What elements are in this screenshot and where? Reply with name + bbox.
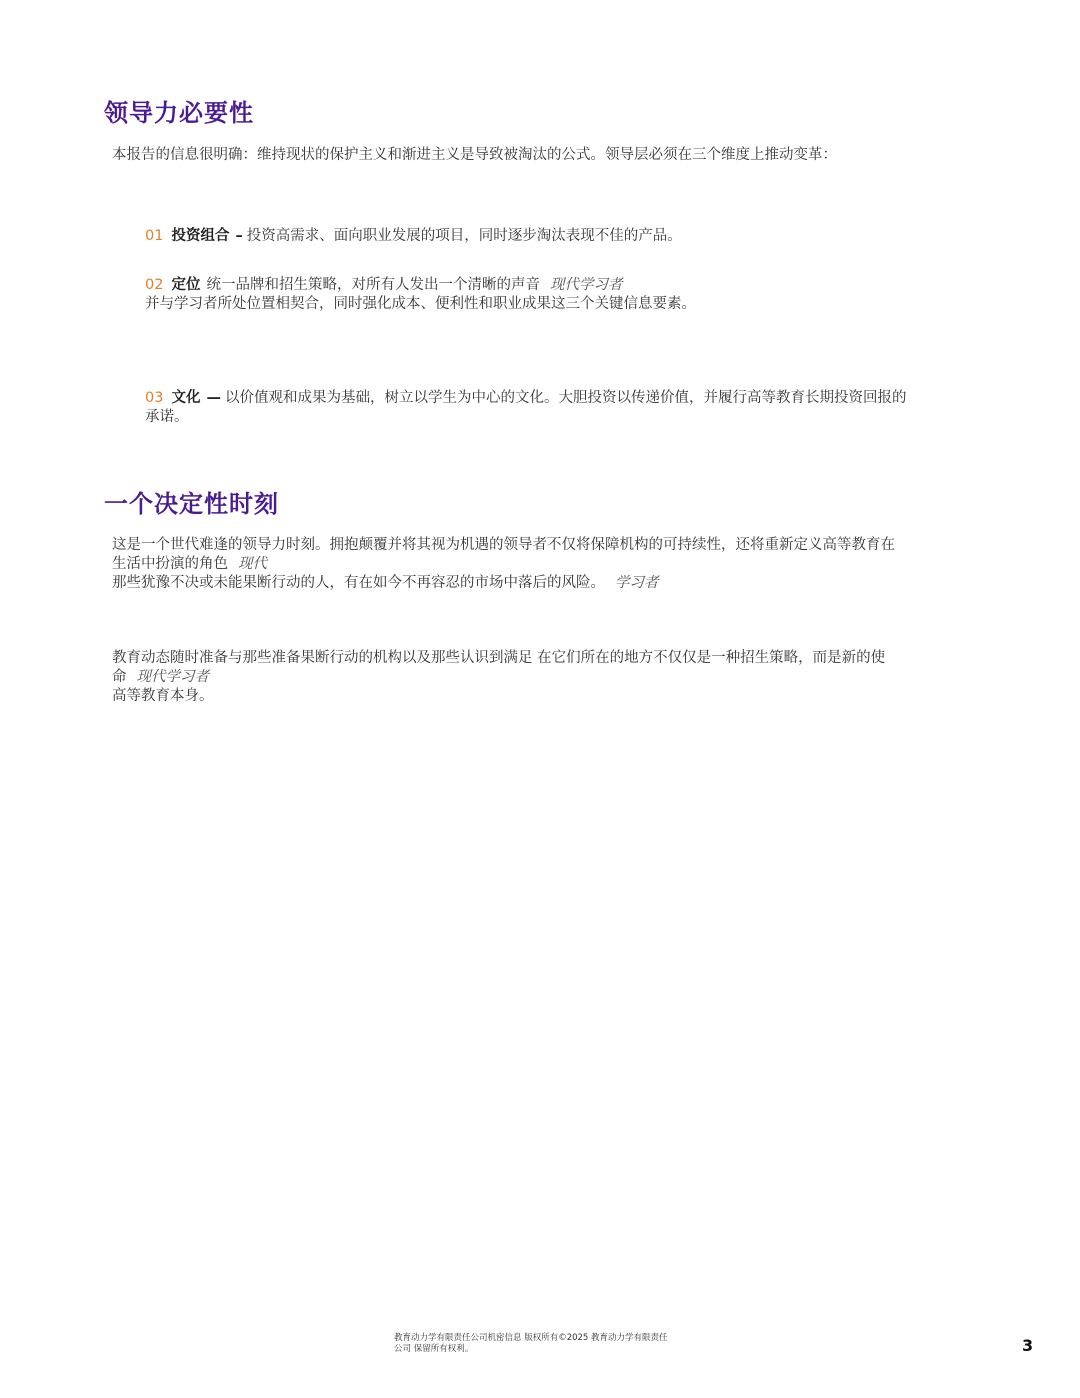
italic-term: 学习者 (615, 575, 659, 591)
paragraph-decisive-moment (112, 536, 982, 593)
footer-line: 教育动力学有限责任公司机密信息 版权所有©2025 教育动力学有限责任 (394, 1333, 668, 1343)
intro-paragraph: 本报告的信息很明确：维持现状的保护主义和渐进主义是导致被淘汰的公式。领导层必须在三个维度上推动变革： (112, 147, 837, 163)
paragraph-education-dynamics (112, 649, 982, 706)
item-text-line2: 并与学习者所处位置相契合，同时强化成本、便利性和职业成果这三个关键信息要素。 (145, 296, 696, 312)
paragraph-line: 命 (112, 669, 127, 685)
list-item-positioning (145, 276, 985, 314)
item-italic-term: 现代学习者 (549, 277, 623, 293)
paragraph-line: 这是一个世代难逢的领导力时刻。拥抱颠覆并将其视为机遇的领导者不仅将保障机构的可持续性，还将重新定义高等教育在 (112, 537, 895, 553)
item-text-line1: 以价值观和成果为基础，树立以学生为中心的文化。大胆投资以传递价值，并履行高等教育长期投资回报的 (224, 390, 907, 406)
list-item-portfolio (145, 227, 985, 246)
italic-term: 现代 (238, 556, 267, 572)
section-heading-decisive-moment: 一个决定性时刻 (104, 490, 279, 518)
item-dash: – (235, 228, 243, 244)
item-term: 投资组合 (171, 228, 230, 244)
item-term: 文化 (171, 390, 201, 406)
paragraph-line: 那些犹豫不决或未能果断行动的人，有在如今不再容忍的市场中落后的风险。 (112, 575, 605, 591)
page-number: 3 (1022, 1336, 1034, 1355)
italic-term: 现代学习者 (136, 669, 209, 685)
footer-line: 公司 保留所有权利。 (394, 1344, 474, 1354)
footer-copyright (394, 1333, 714, 1355)
paragraph-line: 教育动态随时准备与那些准备果断行动的机构以及那些认识到满足 在它们所在的地方不仅仅是一种招生策略，而是新的使 (112, 650, 886, 666)
item-number: 01 (145, 228, 164, 244)
item-text-line1: 统一品牌和招生策略，对所有人发出一个清晰的声音 (206, 277, 540, 293)
list-item-culture (145, 389, 985, 427)
item-text: 投资高需求、面向职业发展的项目，同时逐步淘汰表现不佳的产品。 (246, 228, 682, 244)
item-dash: — (206, 390, 221, 406)
section-heading-leadership: 领导力必要性 (104, 99, 254, 127)
item-text-line2: 承诺。 (145, 409, 189, 425)
paragraph-line: 生活中扮演的角色 (112, 556, 228, 572)
item-number: 03 (145, 390, 164, 406)
item-term: 定位 (171, 277, 201, 293)
paragraph-line: 高等教育本身。 (112, 688, 214, 704)
item-number: 02 (145, 277, 164, 293)
